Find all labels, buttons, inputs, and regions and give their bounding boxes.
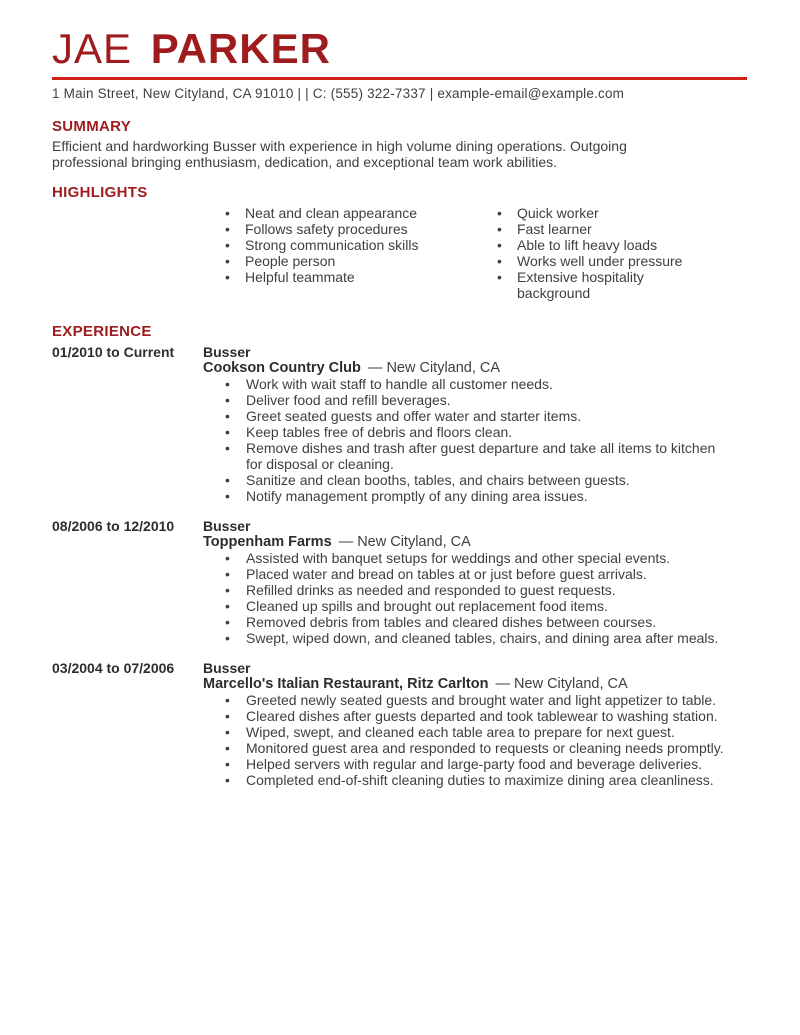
bullet-item: • Removed debris from tables and cleared dishes between courses. bbox=[203, 614, 726, 630]
bullet-item: • Helped servers with regular and large-party food and beverage deliveries. bbox=[203, 756, 726, 772]
bullet-item: • Remove dishes and trash after guest departure and take all items to kitchen for disposal or cleaning. bbox=[203, 440, 726, 472]
bullet-item: • Notify management promptly of any dining area issues. bbox=[203, 488, 726, 504]
highlight-item: • People person bbox=[225, 253, 497, 269]
highlights-heading: HIGHLIGHTS bbox=[52, 184, 148, 201]
job-title: Busser bbox=[203, 344, 251, 360]
highlights-columns bbox=[225, 205, 747, 301]
job-dates: 03/2004 to 07/2006 bbox=[52, 660, 175, 676]
bullet-item: • Wiped, swept, and cleaned each table area to prepare for next guest. bbox=[203, 724, 726, 740]
job-location: — New Cityland, CA bbox=[495, 676, 628, 692]
job-dates: 01/2010 to Current bbox=[52, 344, 175, 360]
job-company: Cookson Country Club bbox=[203, 360, 361, 376]
summary-text: Efficient and hardworking Busser with experience in high volume dining operations. Outgoing professional bringing enthusiasm, dedication, and exceptional team work abilities. bbox=[52, 138, 627, 170]
bullet-item: • Cleared dishes after guests departed and took tablewear to washing station. bbox=[203, 708, 726, 724]
bullet-item: • Work with wait staff to handle all customer needs. bbox=[203, 376, 726, 392]
job-title: Busser bbox=[203, 518, 251, 534]
bullet-item: • Greet seated guests and offer water and starter items. bbox=[203, 408, 726, 424]
job-company: Toppenham Farms bbox=[203, 534, 332, 550]
highlights-column-2 bbox=[497, 205, 717, 301]
highlight-item: • Helpful teammate bbox=[225, 269, 497, 285]
bullet-item: • Keep tables free of debris and floors clean. bbox=[203, 424, 726, 440]
bullet-item: • Refilled drinks as needed and responded to guest requests. bbox=[203, 582, 726, 598]
bullet-item: • Swept, wiped down, and cleaned tables, chairs, and dining area after meals. bbox=[203, 630, 726, 646]
job-title: Busser bbox=[203, 660, 251, 676]
experience-heading: EXPERIENCE bbox=[52, 323, 152, 340]
header-rule-divider bbox=[52, 77, 747, 80]
job-location: — New Cityland, CA bbox=[338, 534, 471, 550]
job-body bbox=[203, 344, 747, 504]
job-company-line bbox=[203, 534, 747, 550]
highlight-item: • Fast learner bbox=[497, 221, 692, 237]
bullet-item: • Greeted newly seated guests and brought water and light appetizer to table. bbox=[203, 692, 726, 708]
bullet-item: • Assisted with banquet setups for weddings and other special events. bbox=[203, 550, 726, 566]
contact-line: 1 Main Street, New Cityland, CA 91010 | | C: (555) 322-7337 | example-email@example.com bbox=[52, 86, 625, 101]
highlight-item: • Neat and clean appearance bbox=[225, 205, 497, 221]
highlight-item: • Extensive hospitality background bbox=[497, 269, 692, 301]
job bbox=[52, 518, 747, 646]
highlight-item: • Strong communication skills bbox=[225, 237, 497, 253]
bullet-item: • Sanitize and clean booths, tables, and chairs between guests. bbox=[203, 472, 726, 488]
highlight-item: • Follows safety procedures bbox=[225, 221, 497, 237]
highlight-item: • Works well under pressure bbox=[497, 253, 692, 269]
job-location: — New Cityland, CA bbox=[367, 360, 501, 376]
highlight-item: • Quick worker bbox=[497, 205, 692, 221]
job bbox=[52, 344, 747, 504]
candidate-name bbox=[52, 26, 747, 72]
job-bullets bbox=[203, 692, 728, 788]
candidate-first-name: JAE bbox=[52, 25, 133, 72]
job-bullets bbox=[203, 376, 728, 504]
job bbox=[52, 660, 747, 788]
candidate-last-name: PARKER bbox=[150, 25, 331, 72]
job-body bbox=[203, 660, 747, 788]
job-dates: 08/2006 to 12/2010 bbox=[52, 518, 175, 534]
job-company-line bbox=[203, 360, 747, 376]
summary-heading: SUMMARY bbox=[52, 118, 132, 135]
job-bullets bbox=[203, 550, 728, 646]
bullet-item: • Deliver food and refill beverages. bbox=[203, 392, 726, 408]
bullet-item: • Cleaned up spills and brought out replacement food items. bbox=[203, 598, 726, 614]
bullet-item: • Completed end-of-shift cleaning duties to maximize dining area cleanliness. bbox=[203, 772, 726, 788]
bullet-item: • Monitored guest area and responded to requests or cleaning needs promptly. bbox=[203, 740, 726, 756]
job-company: Marcello's Italian Restaurant, Ritz Carlton bbox=[203, 676, 489, 692]
highlight-item: • Able to lift heavy loads bbox=[497, 237, 692, 253]
job-company-line bbox=[203, 676, 747, 692]
bullet-item: • Placed water and bread on tables at or just before guest arrivals. bbox=[203, 566, 726, 582]
highlights-column-1 bbox=[225, 205, 497, 301]
job-body bbox=[203, 518, 747, 646]
